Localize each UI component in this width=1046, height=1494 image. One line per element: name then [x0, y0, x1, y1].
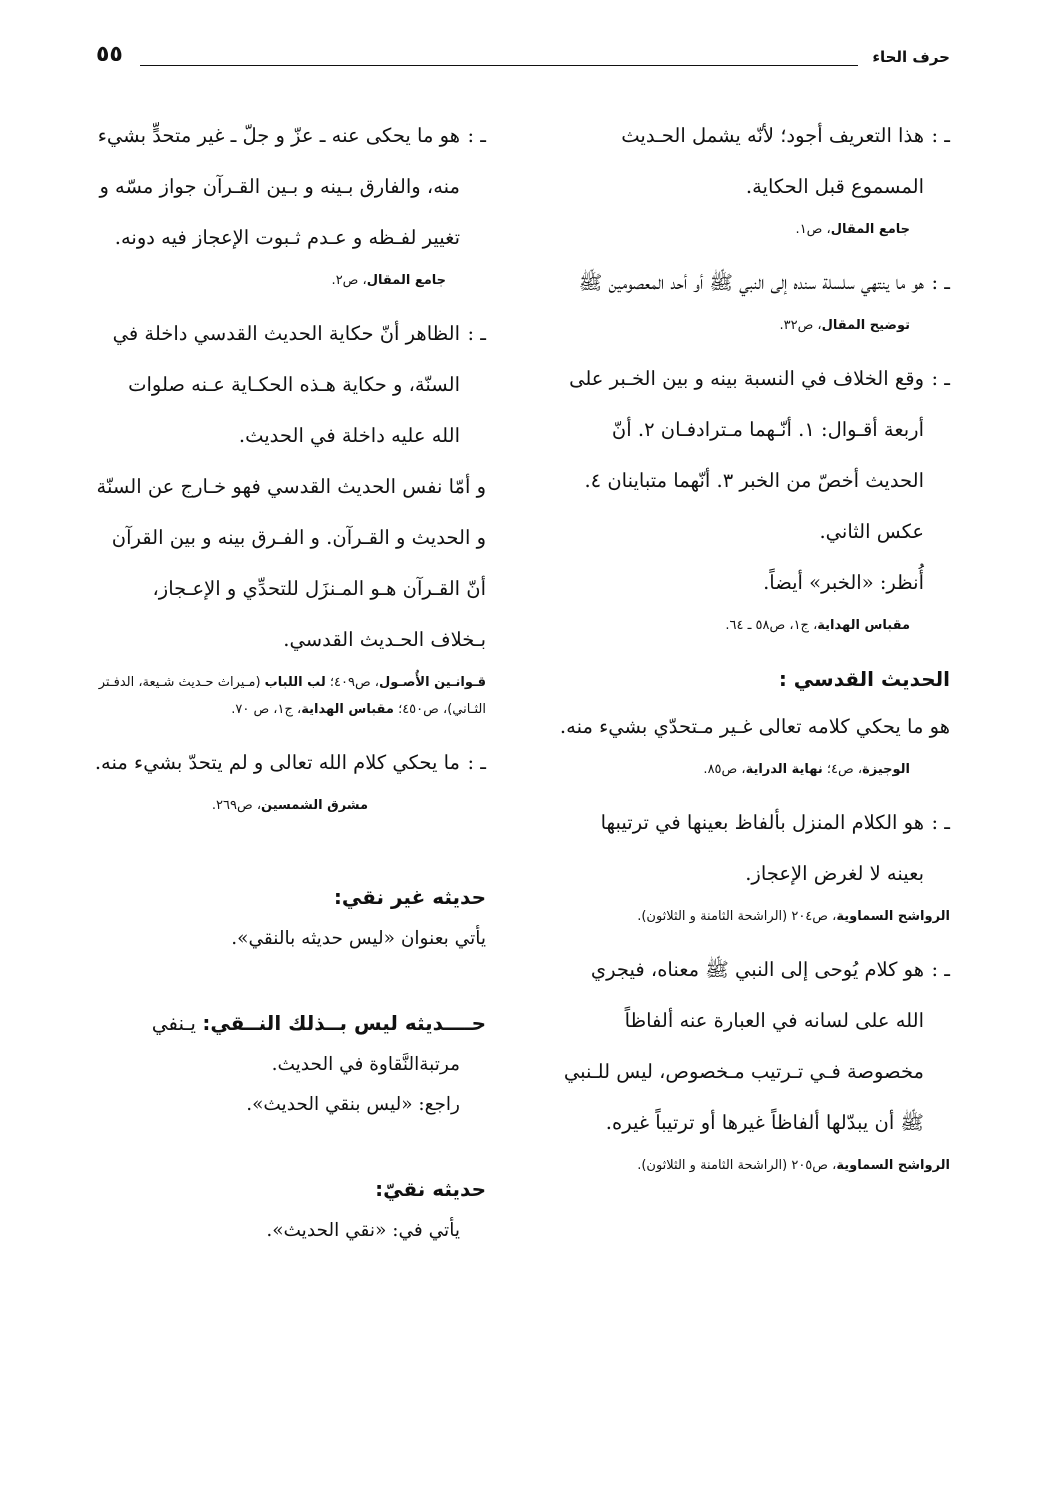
definition-entry: ـ : هو الكلام المنزل بألفاظ بعينها في ترتيبها بعينه لا لغرض الإعجاز. — [558, 797, 950, 899]
source-citation: توضيح المقال، ص٣٢. — [779, 318, 910, 333]
left-column — [94, 110, 486, 1251]
page-number: ٥٥ — [96, 42, 123, 67]
section-intro: هو ما يحكي كلامه تعالى غـير مـتحدّي بشيء منه. — [559, 715, 950, 738]
definition-entry: ـ : ما يحكي كلام الله تعالى و لم يتحدّ بشيء منه. — [94, 737, 486, 788]
source-citation: الوجيزة، ص٤؛ نهاية الدراية، ص٨٥. — [703, 762, 910, 777]
source-citation: جامع المقال، ص٢. — [331, 273, 446, 288]
cross-reference: أُنظر: «الخبر» أيضاً. — [763, 571, 924, 594]
definition-entry: ـ : هو كلام يُوحى إلى النبي ﷺ معناه، فيجري الله على لسانه في العبارة عنه ألفاظاً مخصوصة فـي تـرتيب مـخصوص، ليس للـنبي ﷺ أن يبدّلها ألفاظاً غيرها أو ترتيباً غيره. — [558, 944, 950, 1148]
source-citation: الرواشح السماوية، ص٢٠٤ (الراشحة الثامنة و الثلاثون). — [637, 909, 950, 924]
term-heading: حديثه نقيّ: — [375, 1177, 486, 1201]
term-heading: حديثه غير نقي: — [333, 885, 486, 909]
section-heading: الحديث القدسي : — [778, 667, 950, 691]
right-column — [558, 110, 950, 1193]
paragraph: و أمّا نفس الحديث القدسي فهو خـارج عن السنّة و الحديث و القـرآن. و الفـرق بينه و بين القرآن أنّ القـرآن هـو المـنزَل للتحدِّي و الإعـجاز، بـخلاف الحـديث القدسي. — [96, 475, 486, 651]
definition-entry: ـ : وقع الخلاف في النسبة بينه و بين الخـبر على أربعة أقـوال: ١. أنّـهما مـترادفـان ٢. أنّ الحديث أخصّ من الخبر ٣. أنّهما متباينان ٤. عكس الثاني. — [558, 353, 950, 557]
source-citation: الرواشح السماوية، ص٢٠٥ (الراشحة الثامنة و الثلاثون). — [637, 1158, 950, 1173]
source-citation: مشرق الشمسين، ص٢٦٩. — [211, 798, 369, 813]
cross-reference: راجع: «ليس بنقي الحديث». — [246, 1094, 460, 1115]
term-heading: حــــديثه ليس بــذلك النــقي: يـنفي — [151, 1011, 486, 1035]
source-citation: قـوانـين الأُصـول، ص٤٠٩؛ لب اللباب (مـيراث حـديث شـيعة، الدفـتر الثـاني)، ص٤٥٠؛ مقباس الهداية، ج١، ص ٧٠. — [98, 675, 486, 717]
term-text: يأتي في: «نقي الحديث». — [266, 1220, 460, 1241]
page-header — [96, 42, 950, 72]
definition-entry: ـ : الظاهر أنّ حكاية الحديث القدسي داخلة في السنّة، و حكاية هـذه الحكـاية عـنه صلوات الله عليه داخلة في الحديث. — [94, 308, 486, 461]
running-title: حرف الحاء — [872, 48, 950, 66]
source-citation: جامع المقال، ص١. — [795, 222, 910, 237]
definition-entry: ـ : هو ما يحكى عنه ـ عزّ و جلّ ـ غير متحدٍّ بشيء منه، والفارق بـينه و بـين القـرآن جواز مسّه و تغيير لفـظه و عـدم ثـبوت الإعجاز فيه دونه. — [94, 110, 486, 263]
definition-entry: ـ : هو ما ينتهي سلسلة سنده إلى النبي ﷺ أو أحد المعصومين ﷺ — [558, 257, 950, 308]
source-citation: مقباس الهداية، ج١، ص٥٨ ـ ٦٤. — [725, 618, 910, 633]
definition-entry: ـ : هذا التعريف أجود؛ لأنّه يشمل الحـديث المسموع قبل الحكاية. — [558, 110, 950, 212]
header-rule — [140, 65, 858, 66]
term-text: يأتي بعنوان «ليس حديثه بالنقي». — [231, 928, 486, 949]
term-text: مرتبةالنَّقاوة في الحديث. — [271, 1054, 460, 1075]
